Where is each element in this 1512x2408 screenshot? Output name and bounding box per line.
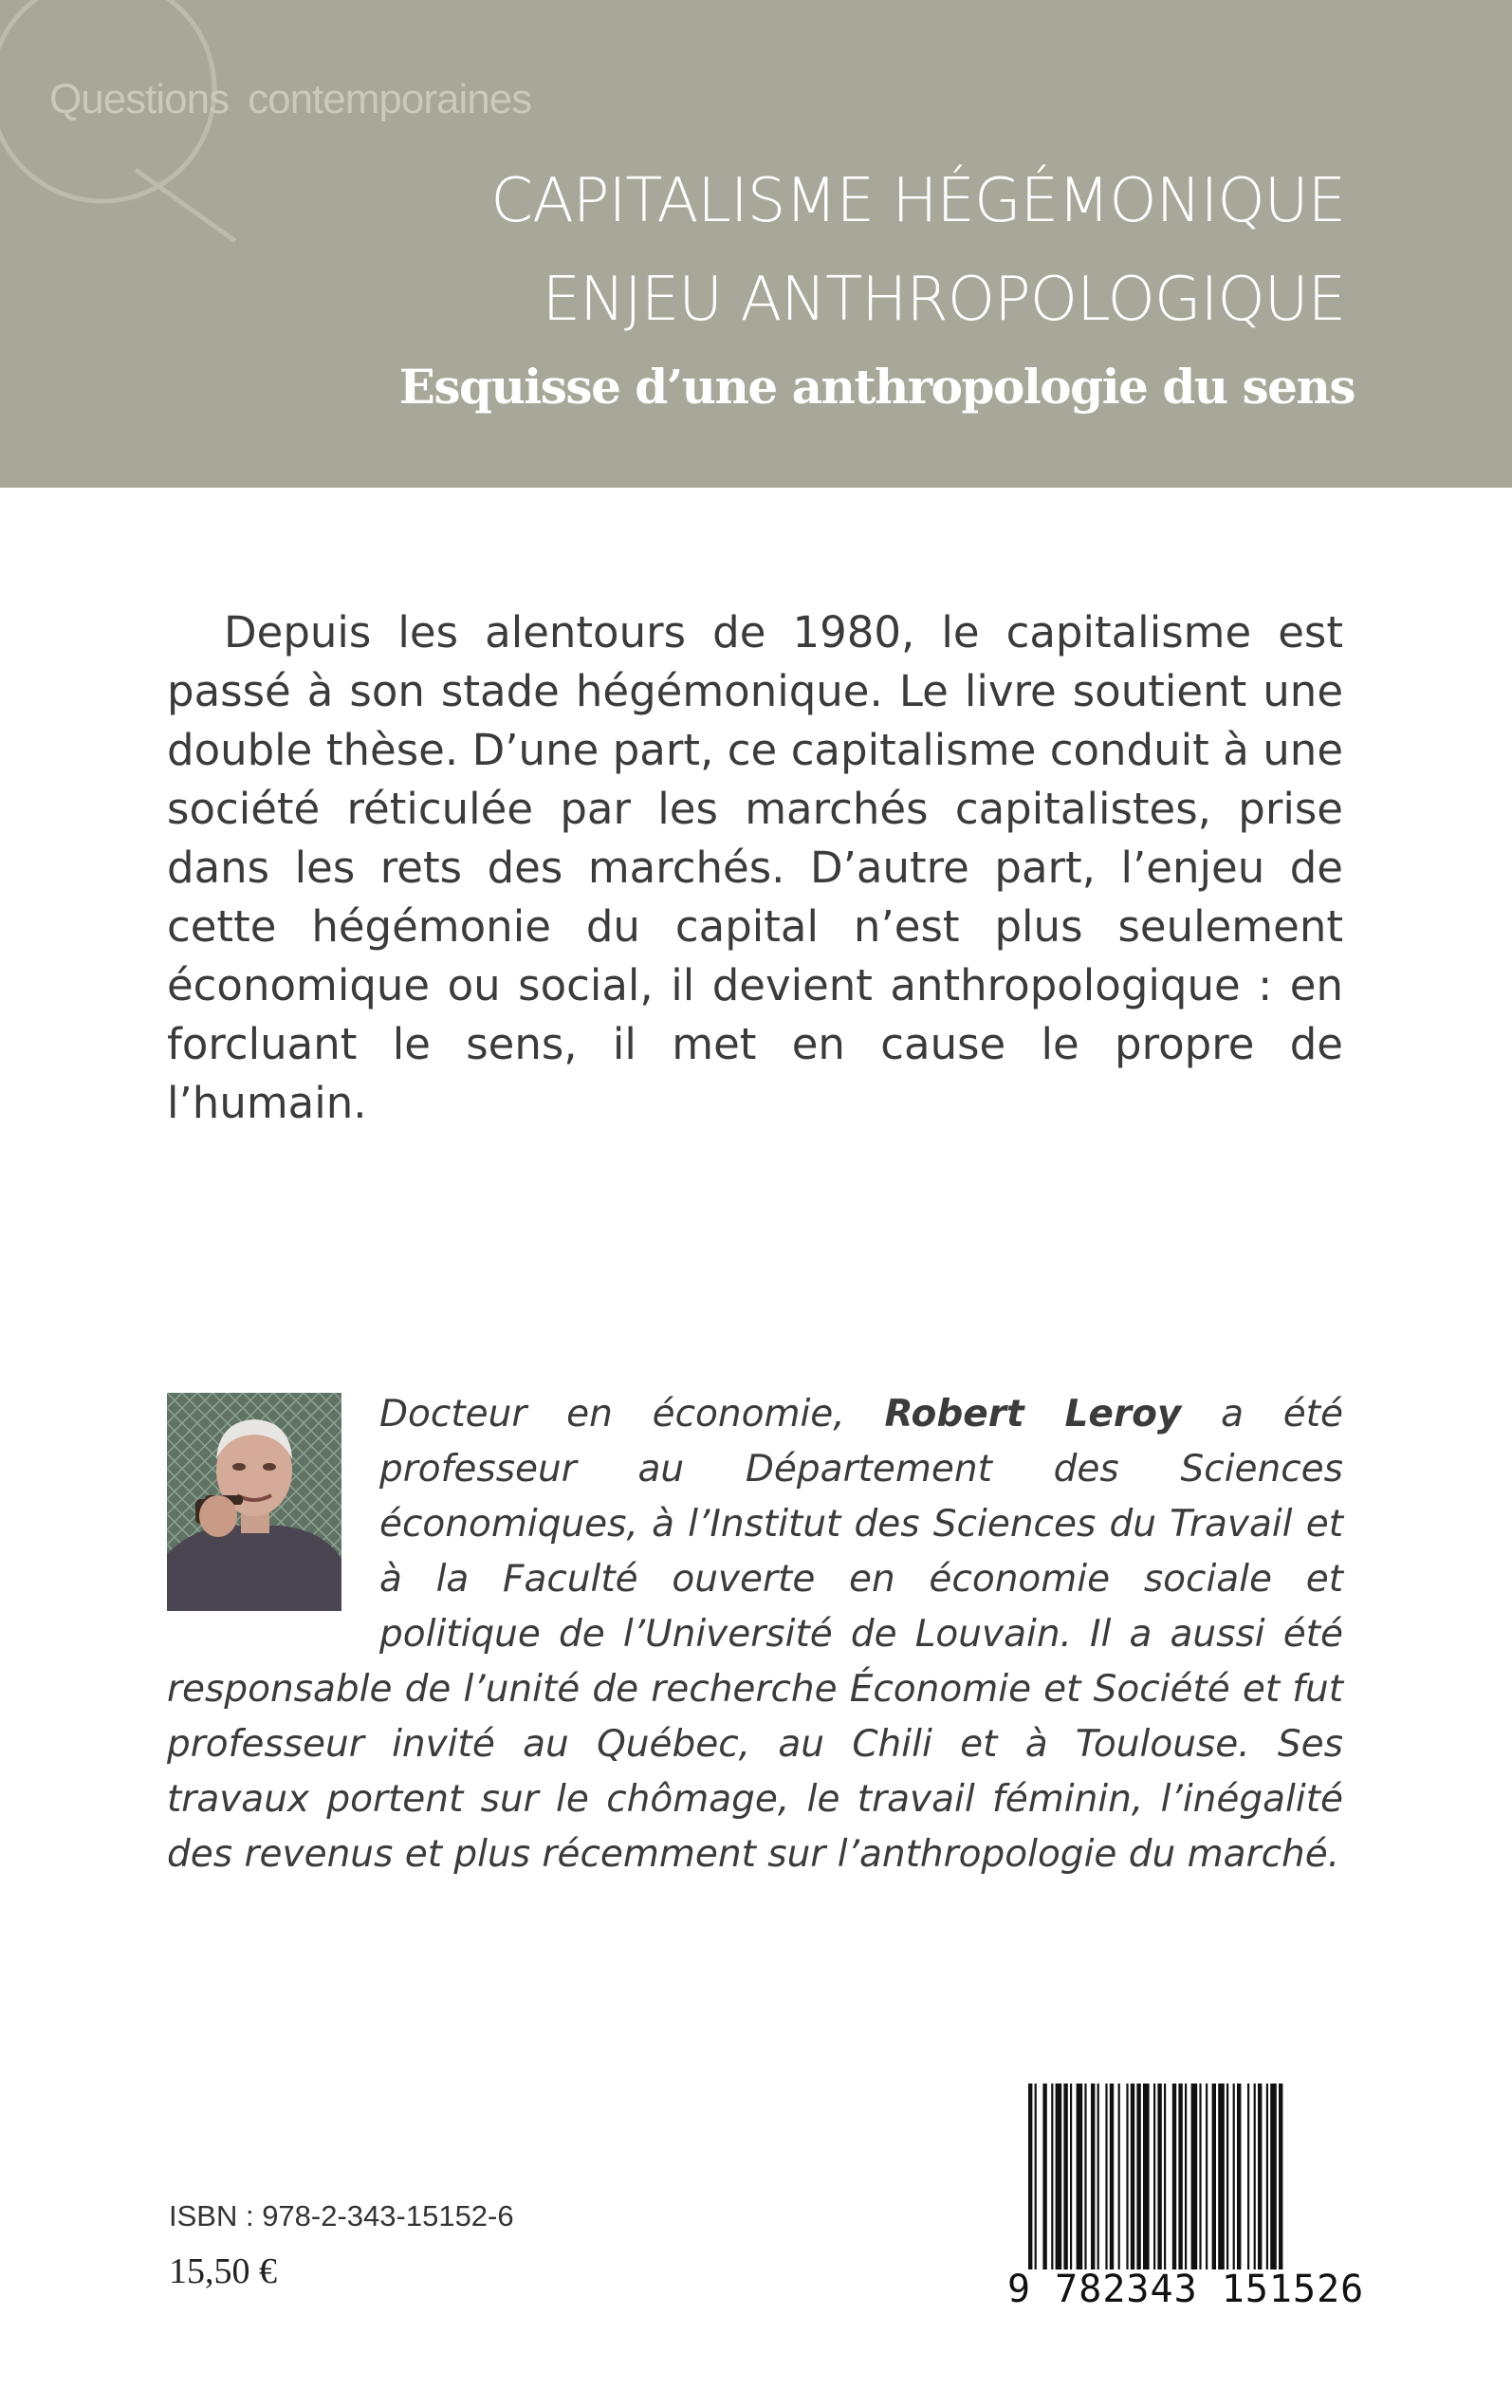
barcode-bar [1131,2084,1134,2269]
barcode-bar [1063,2084,1067,2269]
barcode-bar [1247,2084,1249,2269]
barcode-bar [1084,2084,1086,2269]
barcode-bar [1233,2084,1235,2269]
barcode-bar [1164,2084,1166,2269]
barcode-bar [1279,2084,1282,2269]
author-bio-section [167,1387,1343,1882]
barcode-bar [1226,2084,1228,2269]
barcode-digits: 9 782343 151526 [1007,2268,1365,2311]
barcode-bar [1191,2084,1198,2269]
barcode-bar [1105,2084,1107,2269]
barcode-bar [1143,2084,1150,2269]
barcode-bar [1035,2084,1037,2269]
author-photo [167,1393,341,1611]
series-name [49,76,531,123]
barcode-bar [1077,2084,1083,2269]
barcode-bar [1028,2084,1032,2269]
barcode-bar [1254,2084,1256,2269]
barcode-bar [1172,2084,1176,2269]
barcode-bar [1136,2084,1140,2269]
barcode-bar [1185,2084,1187,2269]
barcode-bar [1056,2084,1062,2269]
barcode-bar [1091,2084,1095,2269]
summary-paragraph: Depuis les alentours de 1980, le capitalisme est passé à son stade hégémonique. Le livre soutient une double thèse. D’une part, ce capitalisme conduit à une société réticulée par les marchés capitalistes, prise dans les rets des marchés. D’autre part, l’enjeu de cette hégémonie du capital n’est plus seulement économique ou social, il devient anthropologique : en forcluant le sens, il met en cause le propre de l’humain. [167,607,1343,1128]
barcode-bar [1178,2084,1182,2269]
barcode-bar [1153,2084,1155,2269]
series-word-1: Questions [49,76,230,122]
barcode-bar [1199,2084,1201,2269]
barcode [1007,2076,1365,2315]
book-summary [167,603,1343,1133]
barcode-bar [1051,2084,1053,2269]
barcode-bar [1270,2084,1277,2269]
barcode-bar [1042,2084,1046,2269]
cover-header-band [0,0,1512,488]
author-bio: a été professeur au Département des Sciences économiques, à l’Institut des Sciences du Travail et à la Faculté ouverte en économie sociale et politique de l’Université de Louvain. Il a aussi été responsable de l’unité de recherche Économie et Société et fut professeur invité au Québec, au Chili et à Toulouse. Ses travaux portent sur le chômage, le travail féminin, l’inégalité des revenus et plus récemment sur l’anthropologie du marché. [167,1393,1343,1876]
barcode-bar [1212,2084,1216,2269]
barcode-bar [1157,2084,1161,2269]
book-subtitle: Esquisse d’une anthropologie du sens [398,359,1355,415]
isbn-label: ISBN : 978-2-343-15152-6 [169,2199,514,2232]
barcode-bar [1218,2084,1225,2269]
author-name: Robert Leroy [884,1393,1182,1436]
barcode-bar [1110,2084,1114,2269]
title-line-1: CAPITALISME HÉGÉMONIQUE [490,166,1345,236]
barcode-bar [1097,2084,1099,2269]
series-word-2: contemporaines [248,76,532,122]
author-intro: Docteur en économie, [379,1393,845,1436]
barcode-bar [1237,2084,1241,2269]
barcode-bar [1070,2084,1072,2269]
series-q-logo [0,0,264,260]
price-label: 15,50 € [169,2251,277,2291]
barcode-bar [1118,2084,1120,2269]
barcode-bar [1266,2084,1268,2269]
title-line-2: ENJEU ANTHROPOLOGIQUE [542,265,1345,335]
author-bio-text [167,1387,1343,1882]
barcode-bar [1126,2084,1128,2269]
barcode-bar [1258,2084,1262,2269]
barcode-bar [1206,2084,1208,2269]
book-title [490,152,1345,349]
barcode-bars [1007,2076,1337,2275]
